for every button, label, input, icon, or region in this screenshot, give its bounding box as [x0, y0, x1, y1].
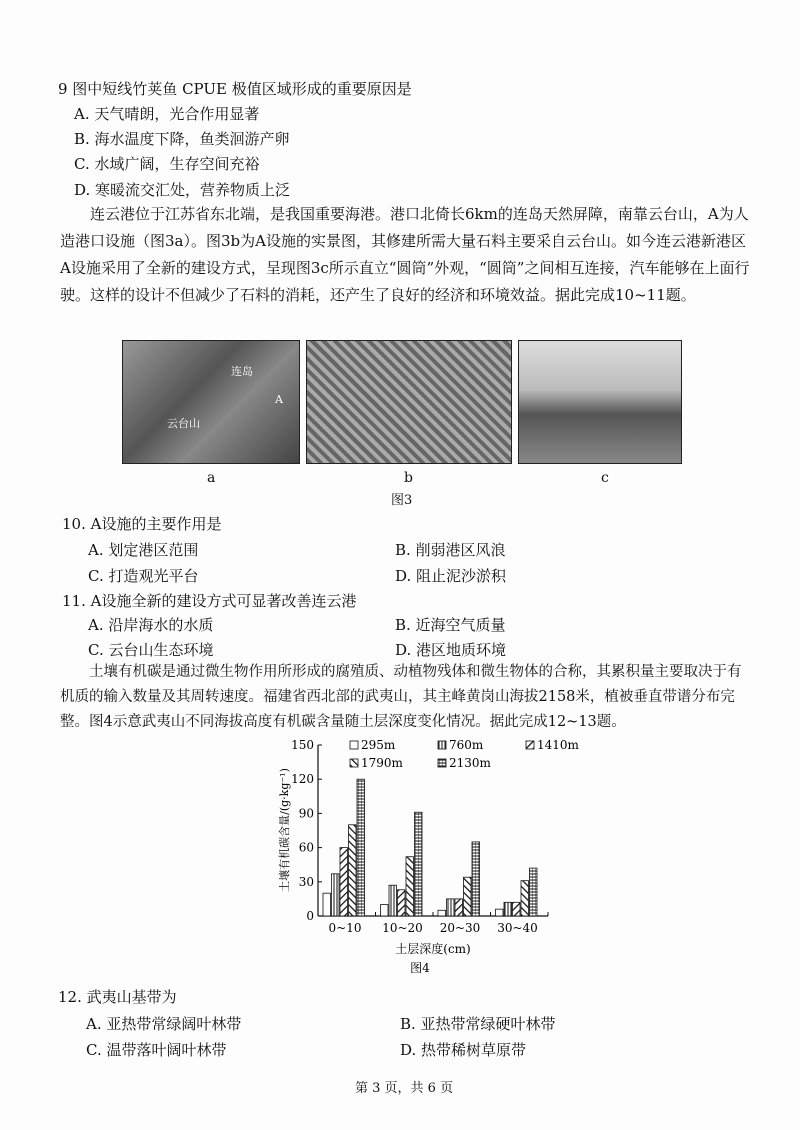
q11-option-d: D. 港区地质环境 [395, 641, 507, 659]
x-tick-label: 10~20 [382, 921, 423, 935]
y-tick-label: 60 [298, 840, 314, 855]
bar-1790m-0~10 [349, 825, 357, 916]
q12-stem: 12. 武夷山基带为 [58, 988, 177, 1006]
legend-swatch-1790m [350, 759, 358, 767]
bar-760m-20~30 [447, 899, 455, 916]
bar-1410m-20~30 [455, 899, 463, 916]
q9-option-a: A. 天气晴朗，光合作用显著 [74, 105, 260, 123]
q10-option-b: B. 削弱港区风浪 [395, 541, 506, 559]
legend-swatch-295m [350, 741, 358, 749]
figure-4-chart [270, 735, 579, 975]
bar-1790m-20~30 [464, 877, 472, 916]
y-tick-label: 90 [298, 806, 314, 821]
q9-option-d: D. 寒暖流交汇处，营养物质上泛 [74, 181, 291, 199]
figure-3a-map [122, 340, 300, 464]
q11-option-b: B. 近海空气质量 [395, 616, 506, 634]
q12-option-a: A. 亚热带常绿阔叶林带 [86, 1015, 242, 1033]
bar-2130m-30~40 [530, 868, 538, 916]
q9-option-c: C. 水域广阔，生存空间充裕 [74, 155, 260, 173]
q12-option-c: C. 温带落叶阔叶林带 [86, 1041, 227, 1059]
page-footer: 第 3 页，共 6 页 [355, 1081, 454, 1096]
bar-1410m-10~20 [398, 890, 406, 916]
legend-swatch-1410m [526, 741, 534, 749]
q9-stem: 9 图中短线竹荚鱼 CPUE 极值区域形成的重要原因是 [58, 80, 412, 98]
bar-760m-30~40 [504, 902, 512, 916]
bar-2130m-10~20 [415, 812, 423, 916]
figure-3b-photo [306, 340, 512, 464]
figure-3c-photo [518, 340, 682, 464]
y-tick-label: 30 [298, 874, 314, 889]
q10-option-a: A. 划定港区范围 [88, 541, 199, 559]
bar-760m-0~10 [332, 874, 340, 916]
q10-option-d: D. 阻止泥沙淤积 [395, 567, 507, 585]
legend-label-1410m: 1410m [537, 738, 579, 752]
q11-stem: 11. A设施全新的建设方式可显著改善连云港 [62, 592, 357, 610]
x-tick-label: 20~30 [439, 921, 481, 935]
map-label-yuntaishan: 云台山 [167, 417, 200, 430]
figure-4-caption: 图4 [410, 961, 430, 975]
q12-option-b: B. 亚热带常绿硬叶林带 [400, 1015, 556, 1033]
y-axis-title: 土壤有机碳含量/(g·kg⁻¹) [278, 768, 291, 892]
q10-stem: 10. A设施的主要作用是 [62, 515, 222, 533]
bar-760m-10~20 [389, 885, 397, 916]
bar-2130m-0~10 [357, 779, 365, 916]
bar-295m-20~30 [438, 910, 446, 916]
legend-label-760m: 760m [449, 738, 484, 752]
x-tick-label: 30~40 [497, 921, 538, 935]
map-label-a: A [275, 393, 283, 406]
figure-3c-label: c [601, 470, 609, 486]
figure-3b-label: b [404, 470, 413, 486]
bar-1410m-30~40 [513, 902, 521, 916]
q12-option-d: D. 热带稀树草原带 [400, 1041, 527, 1059]
y-tick-label: 0 [306, 909, 314, 923]
legend-label-1790m: 1790m [361, 756, 403, 770]
passage-wuyishan: 土壤有机碳是通过微生物作用所形成的腐殖质、动植物残体和微生物体的合称，其累积量主要取决于有机质的输入数量及其周转速度。福建省西北部的武夷山，其主峰黄岗山海拔2158米，植被垂直带谱分布完整。图4示意武夷山不同海拔高度有机碳含量随土层深度变化情况。据此完成12~13题。 [60, 664, 742, 730]
y-tick-label: 120 [291, 772, 314, 787]
passage-lianyungang: 连云港位于江苏省东北端，是我国重要海港。港口北倚长6km的连岛天然屏障，南靠云台山，A为人造港口设施（图3a）。图3b为A设施的实景图，其修建所需大量石料主要采自云台山。如今连云港新港区A设施采用了全新的建设方式，呈现图3c所示直立“圆筒”外观，“圆筒”之间相互连接，汽车能够在上面行驶。这样的设计不但减少了石料的消耗，还产生了良好的经济和环境效益。据此完成10~11题。 [60, 205, 750, 304]
legend-label-295m: 295m [361, 738, 396, 752]
x-axis-title: 土层深度(cm) [395, 942, 471, 956]
bar-1410m-0~10 [340, 848, 348, 916]
x-tick-label: 0~10 [328, 921, 362, 935]
q9-option-b: B. 海水温度下降，鱼类洄游产卵 [74, 130, 290, 148]
legend-label-2130m: 2130m [449, 756, 491, 770]
legend-swatch-2130m [438, 759, 446, 767]
q10-option-c: C. 打造观光平台 [88, 567, 199, 585]
figure-3a-label: a [207, 470, 216, 486]
q11-option-c: C. 云台山生态环境 [88, 641, 214, 659]
bar-295m-30~40 [496, 909, 504, 916]
q11-option-a: A. 沿岸海水的水质 [88, 616, 214, 634]
bar-1790m-10~20 [406, 857, 414, 916]
legend-swatch-760m [438, 741, 446, 749]
bar-1790m-30~40 [521, 881, 529, 916]
y-tick-label: 150 [291, 738, 314, 752]
bar-295m-0~10 [323, 893, 331, 916]
map-label-liandao: 连岛 [231, 365, 253, 378]
figure-3-caption: 图3 [391, 493, 413, 508]
bar-295m-10~20 [381, 905, 389, 916]
bar-2130m-20~30 [472, 842, 480, 916]
